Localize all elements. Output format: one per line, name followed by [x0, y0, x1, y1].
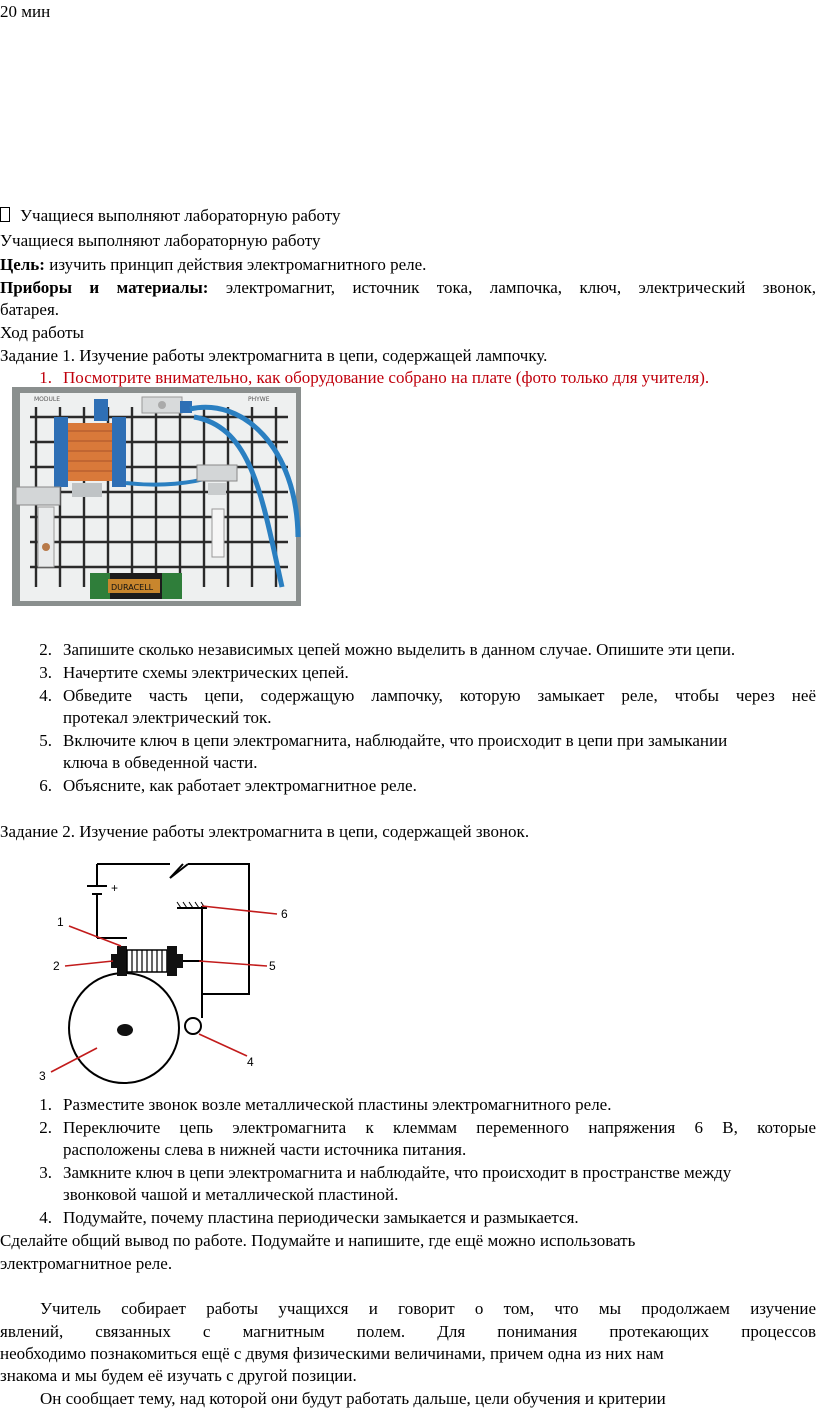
bell-circuit-diagram [37, 858, 305, 1084]
lab-board-photo [12, 387, 301, 606]
task1-item-2-text: Запишите сколько независимых цепей можно выделить в данном случае. Опишите эти цепи. [63, 640, 736, 659]
teacher-p2-line1: Он сообщает тему, над которой они будут работать дальше, цели обучения и критерии [40, 1389, 666, 1408]
task1-item-6-num: 6. [39, 776, 52, 795]
duration-text: 20 мин [0, 2, 51, 21]
conclusion-line-1: Сделайте общий вывод по работе. Подумайте и напишите, где ещё можно использовать [0, 1231, 636, 1250]
label-3: 3 [39, 1069, 46, 1083]
task1-item-1-text: Посмотрите внимательно, как оборудование собрано на плате (фото только для учителя). [63, 368, 710, 387]
task2-item-1-num: 1. [39, 1095, 52, 1114]
svg-text:MODULE: MODULE [34, 396, 61, 403]
bullet-line [0, 206, 341, 226]
task1-item-4-line1: Обведите часть цепи, содержащую лампочку, которую замыкает реле, чтобы через неё [63, 686, 816, 705]
materials-line [0, 278, 816, 298]
label-2: 2 [53, 959, 60, 973]
battery-label: DURACELL [111, 583, 154, 592]
label-4: 4 [247, 1055, 254, 1069]
task1-item-5-line2: ключа в обведенной части. [63, 753, 258, 772]
teacher-p1-line1: Учитель собирает работы учащихся и говорит о том, что мы продолжаем изучение [40, 1299, 816, 1318]
label-1: 1 [57, 915, 64, 929]
teacher-p1-line3: необходимо познакомиться ещё с двумя физическими величинами, причем одна из них нам [0, 1344, 664, 1363]
teacher-p1-line2: явлений, связанных с магнитным полем. Для понимания протекающих процессов [0, 1322, 816, 1341]
conclusion-line-2: электромагнитное реле. [0, 1254, 173, 1273]
materials-text: электромагнит, источник тока, лампочка, ключ, электрический звонок, [208, 278, 816, 297]
task1-item-4-text [63, 686, 816, 706]
task1-item-3-text: Начертите схемы электрических цепей. [63, 663, 349, 682]
materials-label: Приборы и материалы: [0, 278, 209, 297]
task2-item-4-num: 4. [39, 1208, 52, 1227]
label-6: 6 [281, 907, 288, 921]
task1-item-6-text: Объясните, как работает электромагнитное реле. [63, 776, 417, 795]
task2-item-3-text: Замкните ключ в цепи электромагнита и наблюдайте, что происходит в пространстве между [63, 1163, 732, 1182]
task1-item-1-num: 1. [39, 368, 52, 387]
polarity-plus: + [111, 881, 119, 895]
materials-cont: батарея. [0, 300, 60, 319]
students-line: Учащиеся выполняют лабораторную работу [0, 231, 321, 250]
task1-item-4-line2: протекал электрический ток. [63, 708, 272, 727]
svg-text:PHYWE: PHYWE [248, 396, 270, 403]
goal-line [0, 255, 426, 275]
task2-item-2-text [63, 1118, 816, 1138]
task2-item-4-text: Подумайте, почему пластина периодически замыкается и размыкается. [63, 1208, 579, 1227]
task2-item-2-num: 2. [39, 1118, 52, 1137]
task2-item-2-line2: расположены слева в нижней части источника питания. [63, 1140, 467, 1159]
task1-item-4-num: 4. [39, 686, 52, 705]
task2-item-2-line1: Переключите цепь электромагнита к клеммам переменного напряжения 6 В, которые [63, 1118, 816, 1137]
procedure-title: Ход работы [0, 323, 84, 342]
label-5: 5 [269, 959, 276, 973]
task2-item-3-num: 3. [39, 1163, 52, 1182]
task2-title: Задание 2. Изучение работы электромагнита в цепи, содержащей звонок. [0, 822, 530, 841]
goal-text: изучить принцип действия электромагнитного реле. [44, 255, 427, 274]
missing-glyph-icon [0, 207, 10, 222]
task2-item-3-line2: звонковой чашой и металлической пластиной. [63, 1185, 399, 1204]
task1-item-5-num: 5. [39, 731, 52, 750]
task1-title: Задание 1. Изучение работы электромагнита в цепи, содержащей лампочку. [0, 346, 548, 365]
bullet-text: Учащиеся выполняют лабораторную работу [20, 206, 341, 225]
task1-item-5-text: Включите ключ в цепи электромагнита, наблюдайте, что происходит в цепи при замыкании [63, 731, 728, 750]
task1-item-3-num: 3. [39, 663, 52, 682]
goal-label: Цель: [0, 255, 45, 274]
task2-item-1-text: Разместите звонок возле металлической пластины электромагнитного реле. [63, 1095, 612, 1114]
teacher-p1-line4: знакома и мы будем её изучать с другой позиции. [0, 1366, 357, 1385]
task1-item-2-num: 2. [39, 640, 52, 659]
